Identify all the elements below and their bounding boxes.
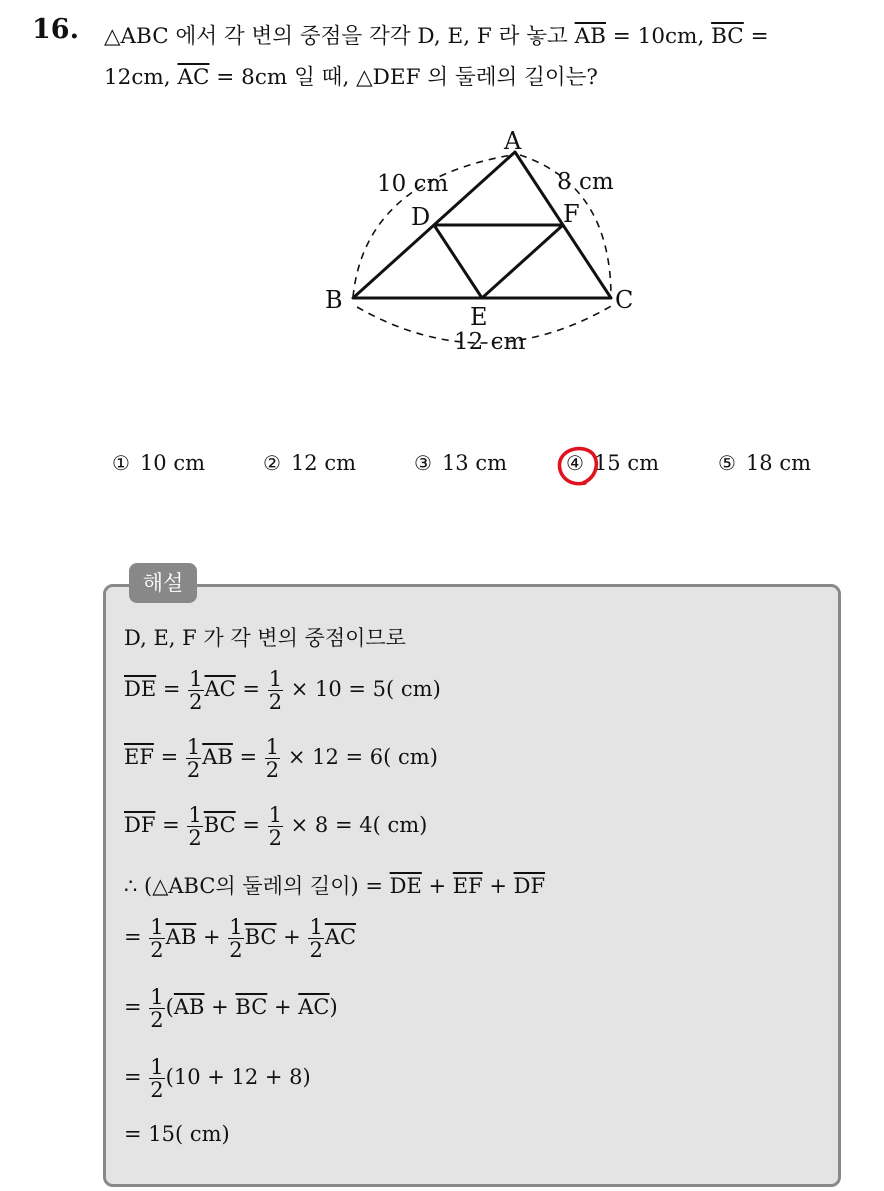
text: = <box>235 813 267 838</box>
text: + <box>421 874 453 898</box>
seg: $\overline{AB}$ <box>173 995 205 1020</box>
seg: $\overline{EF}$ <box>124 745 154 770</box>
solution-line-7 <box>124 986 338 1031</box>
text: + <box>267 995 299 1020</box>
text: = <box>235 677 267 702</box>
seg: $\overline{DE}$ <box>389 874 422 898</box>
solution-line-2 <box>124 668 441 713</box>
text: × 8 = 4( cm) <box>283 813 428 838</box>
triangle-figure <box>315 125 655 365</box>
vertex-label-a: A <box>504 127 522 155</box>
segment-ef <box>482 225 563 298</box>
den: 2 <box>150 1008 164 1033</box>
midpoint-label-f: F <box>563 200 580 228</box>
solution-line-1: D, E, F 가 각 변의 중점이므로 <box>124 626 406 650</box>
segment-ab: $\overline{AB}$ <box>574 24 606 49</box>
half-fraction <box>308 916 323 961</box>
solution-tag: 해설 <box>129 563 197 603</box>
ab-value: = 10cm, <box>605 24 712 49</box>
text: = <box>153 745 185 770</box>
num: 1 <box>150 985 164 1009</box>
half-fraction <box>265 736 280 781</box>
den: 2 <box>309 938 323 963</box>
den: 2 <box>189 690 203 715</box>
seg: $\overline{AC}$ <box>204 677 236 702</box>
seg: $\overline{AB}$ <box>202 745 233 770</box>
num: 1 <box>268 667 283 691</box>
den: 2 <box>265 758 280 783</box>
length-label-ab: 10 cm <box>377 171 449 197</box>
seg: $\overline{DE}$ <box>124 677 157 702</box>
segment-ac: $\overline{AC}$ <box>177 65 210 90</box>
choice-1-number: ① <box>112 451 130 475</box>
den: 2 <box>229 938 243 963</box>
choice-3[interactable] <box>414 451 507 475</box>
choice-3-text: 13 cm <box>441 451 508 475</box>
question-line-1 <box>104 19 769 50</box>
text: + <box>482 874 514 898</box>
seg: $\overline{BC}$ <box>203 813 236 838</box>
length-label-ac: 8 cm <box>557 169 614 195</box>
question-number: 16. <box>32 14 79 45</box>
midpoint-label-d: D <box>411 203 431 231</box>
num: 1 <box>188 803 202 827</box>
half-fraction <box>228 916 243 961</box>
text: ) <box>329 995 338 1020</box>
text: + <box>204 995 236 1020</box>
den: 2 <box>186 758 201 783</box>
solution-line-4 <box>124 804 427 849</box>
den: 2 <box>188 826 202 851</box>
bc-equals: = <box>743 24 769 49</box>
text: × 10 = 5( cm) <box>284 677 441 702</box>
answer-mark-circle <box>555 443 601 489</box>
seg: $\overline{BC}$ <box>244 925 277 950</box>
text: + <box>196 925 228 950</box>
half-fraction <box>149 916 164 961</box>
midpoint-label-e: E <box>470 303 488 331</box>
text: = <box>124 995 149 1020</box>
half-fraction <box>268 804 283 849</box>
num: 1 <box>150 1055 164 1079</box>
solution-line-9: = 15( cm) <box>124 1122 230 1146</box>
text: = <box>124 1065 149 1090</box>
choice-5-number: ⑤ <box>718 451 736 475</box>
choice-2[interactable] <box>263 451 356 475</box>
text: = <box>155 813 187 838</box>
seg: $\overline{AC}$ <box>298 995 330 1020</box>
choice-2-number: ② <box>263 451 281 475</box>
seg: $\overline{AB}$ <box>165 925 197 950</box>
choice-1-text: 10 cm <box>139 451 206 475</box>
num: 1 <box>265 735 280 759</box>
half-fraction <box>188 668 203 713</box>
seg: $\overline{DF}$ <box>124 813 156 838</box>
half-fraction <box>149 1056 164 1101</box>
segment-de <box>434 225 482 298</box>
half-fraction <box>268 668 283 713</box>
solution-line-8 <box>124 1056 311 1101</box>
length-label-bc: 12 cm <box>454 329 526 355</box>
choice-5-text: 18 cm <box>745 451 812 475</box>
num: 1 <box>150 915 164 939</box>
segment-bc: $\overline{BC}$ <box>711 24 744 49</box>
text: = <box>232 745 264 770</box>
question-text-end: = 8cm 일 때, △DEF 의 둘레의 길이는? <box>209 65 598 90</box>
den: 2 <box>268 826 282 851</box>
seg: $\overline{BC}$ <box>235 995 268 1020</box>
choice-1[interactable] <box>112 451 205 475</box>
solution-line-5 <box>124 870 545 900</box>
text: = <box>156 677 188 702</box>
half-fraction <box>149 986 164 1031</box>
choice-2-text: 12 cm <box>290 451 357 475</box>
half-fraction <box>186 736 201 781</box>
num: 1 <box>268 803 282 827</box>
bc-value: 12cm, <box>104 65 178 90</box>
vertex-label-b: B <box>325 286 343 314</box>
choice-4-number: ④ <box>566 451 584 475</box>
choice-5[interactable] <box>718 451 811 475</box>
text: × 12 = 6( cm) <box>281 745 438 770</box>
num: 1 <box>186 735 201 759</box>
seg: $\overline{DF}$ <box>513 874 546 898</box>
half-fraction <box>187 804 202 849</box>
seg: $\overline{AC}$ <box>324 925 357 950</box>
question-text: △ABC 에서 각 변의 중점을 각각 D, E, F 라 놓고 <box>104 24 575 49</box>
den: 2 <box>268 690 283 715</box>
vertex-label-c: C <box>615 286 634 314</box>
solution-line-3 <box>124 736 438 781</box>
text: = <box>124 925 149 950</box>
solution-line-6 <box>124 916 356 961</box>
den: 2 <box>150 938 164 963</box>
text: ( <box>165 995 174 1020</box>
question-line-2 <box>104 60 598 91</box>
seg: $\overline{EF}$ <box>452 874 483 898</box>
text: (10 + 12 + 8) <box>165 1065 311 1090</box>
text: ∴ (△ABC의 둘레의 길이) = <box>124 874 390 898</box>
choice-4-text: 15 cm <box>593 451 660 475</box>
num: 1 <box>309 915 323 939</box>
choice-3-number: ③ <box>414 451 432 475</box>
num: 1 <box>189 667 203 691</box>
den: 2 <box>150 1078 164 1103</box>
num: 1 <box>229 915 243 939</box>
text: + <box>276 925 308 950</box>
